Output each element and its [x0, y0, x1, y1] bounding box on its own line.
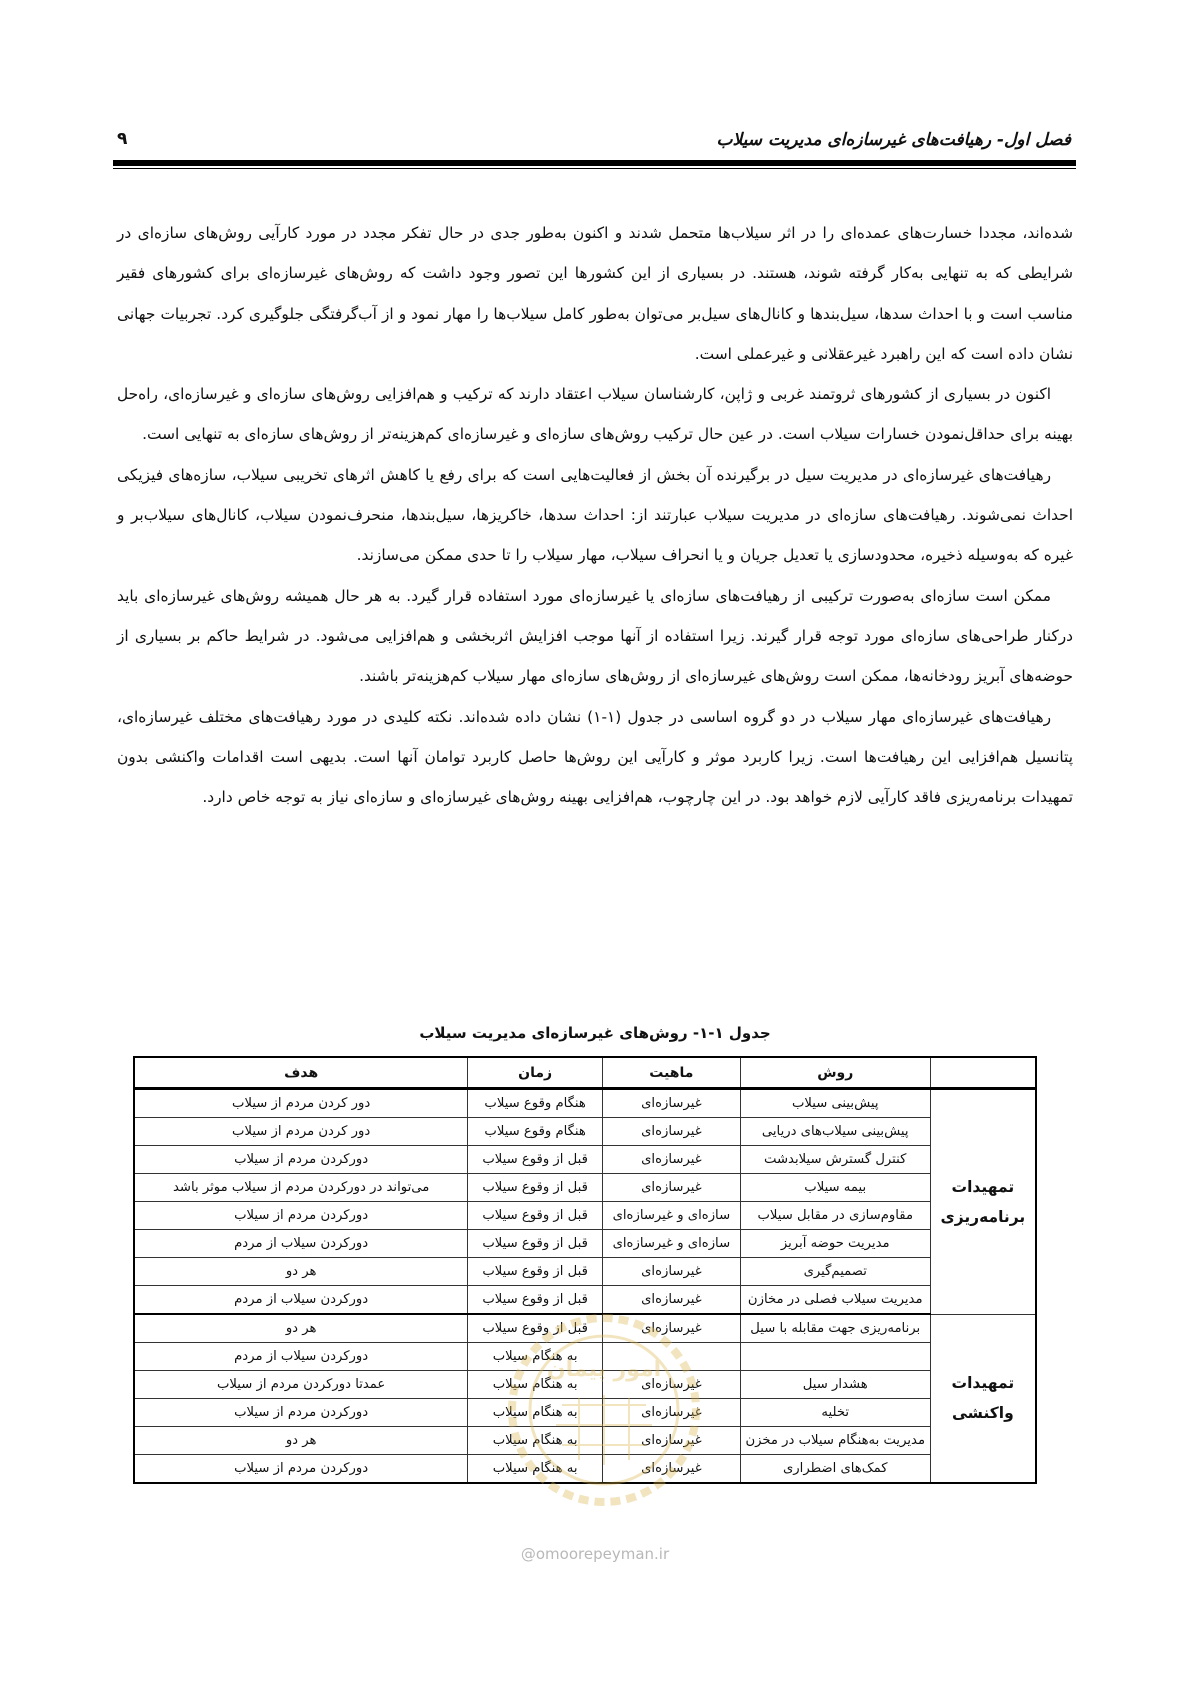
cell-time: قبل از وقوع سیلاب — [468, 1314, 603, 1343]
cell-nature: غیرسازه‌ای — [602, 1089, 740, 1118]
cell-method: مدیریت به‌هنگام سیلاب در مخزن — [740, 1427, 930, 1455]
cell-goal: هر دو — [134, 1314, 468, 1343]
cell-nature: غیرسازه‌ای — [602, 1399, 740, 1427]
page-number: ۹ — [117, 129, 128, 149]
paragraph: رهیافت‌های غیرسازه‌ای مهار سیلاب در دو گروه اساسی در جدول (۱-۱) نشان داده شده‌اند. نکته کلیدی در مورد رهیافت‌های مختلف غیرسازه‌ای، پتانسیل هم‌افزایی این رهیافت‌ها است. زیرا کاربرد موثر و کارآیی این روش‌ها حاصل کاربرد توامان آنها است. بدیهی است اقدامات واکنشی بدون تمهیدات برنامه‌ریزی فاقد کارآیی لازم خواهد بود. در این چارچوب، هم‌افزایی بهینه روش‌های غیرسازه‌ای و سازه‌ای نیاز به توجه خاص دارد. — [117, 707, 1073, 807]
cell-goal: دورکردن مردم از سیلاب — [134, 1202, 468, 1230]
table-row — [134, 1230, 1036, 1258]
table-body — [134, 1089, 1036, 1484]
cell-goal: هر دو — [134, 1258, 468, 1286]
cell-time: قبل از وقوع سیلاب — [468, 1230, 603, 1258]
cell-goal: عمدتا دورکردن مردم از سیلاب — [134, 1371, 468, 1399]
cell-nature: سازه‌ای و غیرسازه‌ای — [602, 1230, 740, 1258]
paragraph: رهیافت‌های غیرسازه‌ای در مدیریت سیل در برگیرنده آن بخش از فعالیت‌هایی است که برای رفع یا کاهش اثرهای تخریبی سیلاب، سازه‌های فیزیکی احداث نمی‌شوند. رهیافت‌های سازه‌ای در مدیریت سیلاب عبارتند از: احداث سدها، خاکریزها، سیل‌بندها، منحرف‌نمودن سیلاب، کانال‌های سیلاب‌بر و غیره که به‌وسیله ذخیره، محدودسازی یا تعدیل جریان و یا انحراف سیلاب، مهار سیلاب را تا حدی ممکن می‌سازند. — [117, 465, 1073, 565]
cell-method: برنامه‌ریزی جهت مقابله با سیل — [740, 1314, 930, 1343]
cell-goal: دور کردن مردم از سیلاب — [134, 1118, 468, 1146]
running-header-title: فصل اول- رهیافت‌های غیرسازه‌ای مدیریت سیلاب — [716, 130, 1071, 150]
column-header: هدف — [134, 1057, 468, 1089]
cell-nature — [602, 1343, 740, 1371]
cell-time: هنگام وقوع سیلاب — [468, 1118, 603, 1146]
column-header: روش — [740, 1057, 930, 1089]
cell-nature: غیرسازه‌ای — [602, 1455, 740, 1484]
cell-nature: غیرسازه‌ای — [602, 1314, 740, 1343]
cell-time: به هنگام سیلاب — [468, 1343, 603, 1371]
cell-goal: دورکردن سیلاب از مردم — [134, 1343, 468, 1371]
table-row — [134, 1089, 1036, 1118]
column-header: زمان — [468, 1057, 603, 1089]
table-row — [134, 1174, 1036, 1202]
table-row — [134, 1202, 1036, 1230]
column-header — [930, 1057, 1036, 1089]
cell-nature: غیرسازه‌ای — [602, 1118, 740, 1146]
cell-goal: هر دو — [134, 1427, 468, 1455]
table-row — [134, 1118, 1036, 1146]
cell-goal: دور کردن مردم از سیلاب — [134, 1089, 468, 1118]
cell-method: کمک‌های اضطراری — [740, 1455, 930, 1484]
watermark-url: @omoorepeyman.ir — [520, 1545, 670, 1563]
body-text — [117, 213, 1073, 817]
cell-method: مدیریت حوضه آبریز — [740, 1230, 930, 1258]
cell-goal: دورکردن سیلاب از مردم — [134, 1230, 468, 1258]
cell-time: قبل از وقوع سیلاب — [468, 1146, 603, 1174]
cell-method: مدیریت سیلاب فصلی در مخازن — [740, 1286, 930, 1315]
table-row — [134, 1146, 1036, 1174]
cell-time: قبل از وقوع سیلاب — [468, 1286, 603, 1315]
group-label: تمهیدات برنامه‌ریزی — [930, 1089, 1036, 1315]
cell-goal: دورکردن مردم از سیلاب — [134, 1455, 468, 1484]
paragraph: شده‌اند، مجددا خسارت‌های عمده‌ای را در اثر سیلاب‌ها متحمل شدند و اکنون به‌طور جدی در حال تفکر مجدد در مورد کارآیی روش‌های سازه‌ای در شرایطی که به تنهایی به‌کار گرفته شوند، هستند. در بسیاری از این کشورها این تصور وجود داشت که روش‌های غیرسازه‌ای برای کشورهای فقیر مناسب است و با احداث سدها، سیل‌بندها و کانال‌های سیل‌بر می‌توان به‌طور کامل سیلاب‌ها را مهار نمود و از آب‌گرفتگی جلوگیری کرد. تجربیات جهانی نشان داده است که این راهبرد غیرعقلانی و غیرعملی است. — [117, 224, 1073, 363]
table-row — [134, 1286, 1036, 1315]
cell-nature: غیرسازه‌ای — [602, 1146, 740, 1174]
table-row — [134, 1455, 1036, 1484]
table-row — [134, 1371, 1036, 1399]
table-header-row — [134, 1057, 1036, 1089]
cell-method: پیش‌بینی سیلاب‌های دریایی — [740, 1118, 930, 1146]
table-row — [134, 1314, 1036, 1343]
cell-goal: می‌تواند در دورکردن مردم از سیلاب موثر باشد — [134, 1174, 468, 1202]
cell-method: تخلیه — [740, 1399, 930, 1427]
table-row — [134, 1399, 1036, 1427]
cell-goal: دورکردن سیلاب از مردم — [134, 1286, 468, 1315]
cell-time: به هنگام سیلاب — [468, 1371, 603, 1399]
cell-time: هنگام وقوع سیلاب — [468, 1089, 603, 1118]
flood-methods-table — [133, 1056, 1037, 1484]
group-label: تمهیدات واکنشی — [930, 1314, 1036, 1483]
watermark-logo-text: امور پیمان — [546, 1357, 662, 1382]
cell-method: هشدار سیل — [740, 1371, 930, 1399]
column-header: ماهیت — [602, 1057, 740, 1089]
cell-method: مقاوم‌سازی در مقابل سیلاب — [740, 1202, 930, 1230]
cell-time: قبل از وقوع سیلاب — [468, 1258, 603, 1286]
cell-method: کنترل گسترش سیلابدشت — [740, 1146, 930, 1174]
cell-nature: غیرسازه‌ای — [602, 1286, 740, 1315]
cell-time: قبل از وقوع سیلاب — [468, 1174, 603, 1202]
cell-time: به هنگام سیلاب — [468, 1427, 603, 1455]
cell-time: به هنگام سیلاب — [468, 1455, 603, 1484]
cell-method: پیش‌بینی سیلاب — [740, 1089, 930, 1118]
cell-method: بیمه سیلاب — [740, 1174, 930, 1202]
cell-nature: غیرسازه‌ای — [602, 1258, 740, 1286]
paragraph: ممکن است سازه‌ای به‌صورت ترکیبی از رهیافت‌های سازه‌ای یا غیرسازه‌ای مورد استفاده قرار گیرد. به هر حال همیشه روش‌های غیرسازه‌ای باید درکنار طراحی‌های سازه‌ای مورد توجه قرار گیرند. زیرا استفاده از آنها موجب افزایش اثربخشی و هم‌افزایی می‌شود. در شرایط حاکم بر بسیاری از حوضه‌های آبریز رودخانه‌ها، ممکن است روش‌های غیرسازه‌ای از روش‌های سازه‌ای مهار سیلاب کم‌هزینه‌تر باشند. — [117, 586, 1073, 686]
cell-goal: دورکردن مردم از سیلاب — [134, 1146, 468, 1174]
table-row — [134, 1258, 1036, 1286]
header-rule-thick — [113, 160, 1076, 166]
table-caption: جدول ۱-۱- روش‌های غیرسازه‌ای مدیریت سیلاب — [419, 1024, 771, 1042]
cell-nature: غیرسازه‌ای — [602, 1371, 740, 1399]
table-row — [134, 1427, 1036, 1455]
paragraph: اکنون در بسیاری از کشورهای ثروتمند غربی و ژاپن، کارشناسان سیلاب اعتقاد دارند که ترکیب و هم‌افزایی روش‌های سازه‌ای و غیرسازه‌ای، راه‌حل بهینه برای حداقل‌نمودن خسارات سیلاب است. در عین حال ترکیب روش‌های سازه‌ای و غیرسازه‌ای کم‌هزینه‌تر از روش‌های سازه‌ای به تنهایی است. — [117, 385, 1073, 444]
cell-nature: غیرسازه‌ای — [602, 1427, 740, 1455]
cell-nature: سازه‌ای و غیرسازه‌ای — [602, 1202, 740, 1230]
header-rule-thin — [113, 168, 1076, 169]
cell-method — [740, 1343, 930, 1371]
cell-time: قبل از وقوع سیلاب — [468, 1202, 603, 1230]
cell-time: به هنگام سیلاب — [468, 1399, 603, 1427]
cell-method: تصمیم‌گیری — [740, 1258, 930, 1286]
cell-goal: دورکردن مردم از سیلاب — [134, 1399, 468, 1427]
table-row — [134, 1343, 1036, 1371]
cell-nature: غیرسازه‌ای — [602, 1174, 740, 1202]
